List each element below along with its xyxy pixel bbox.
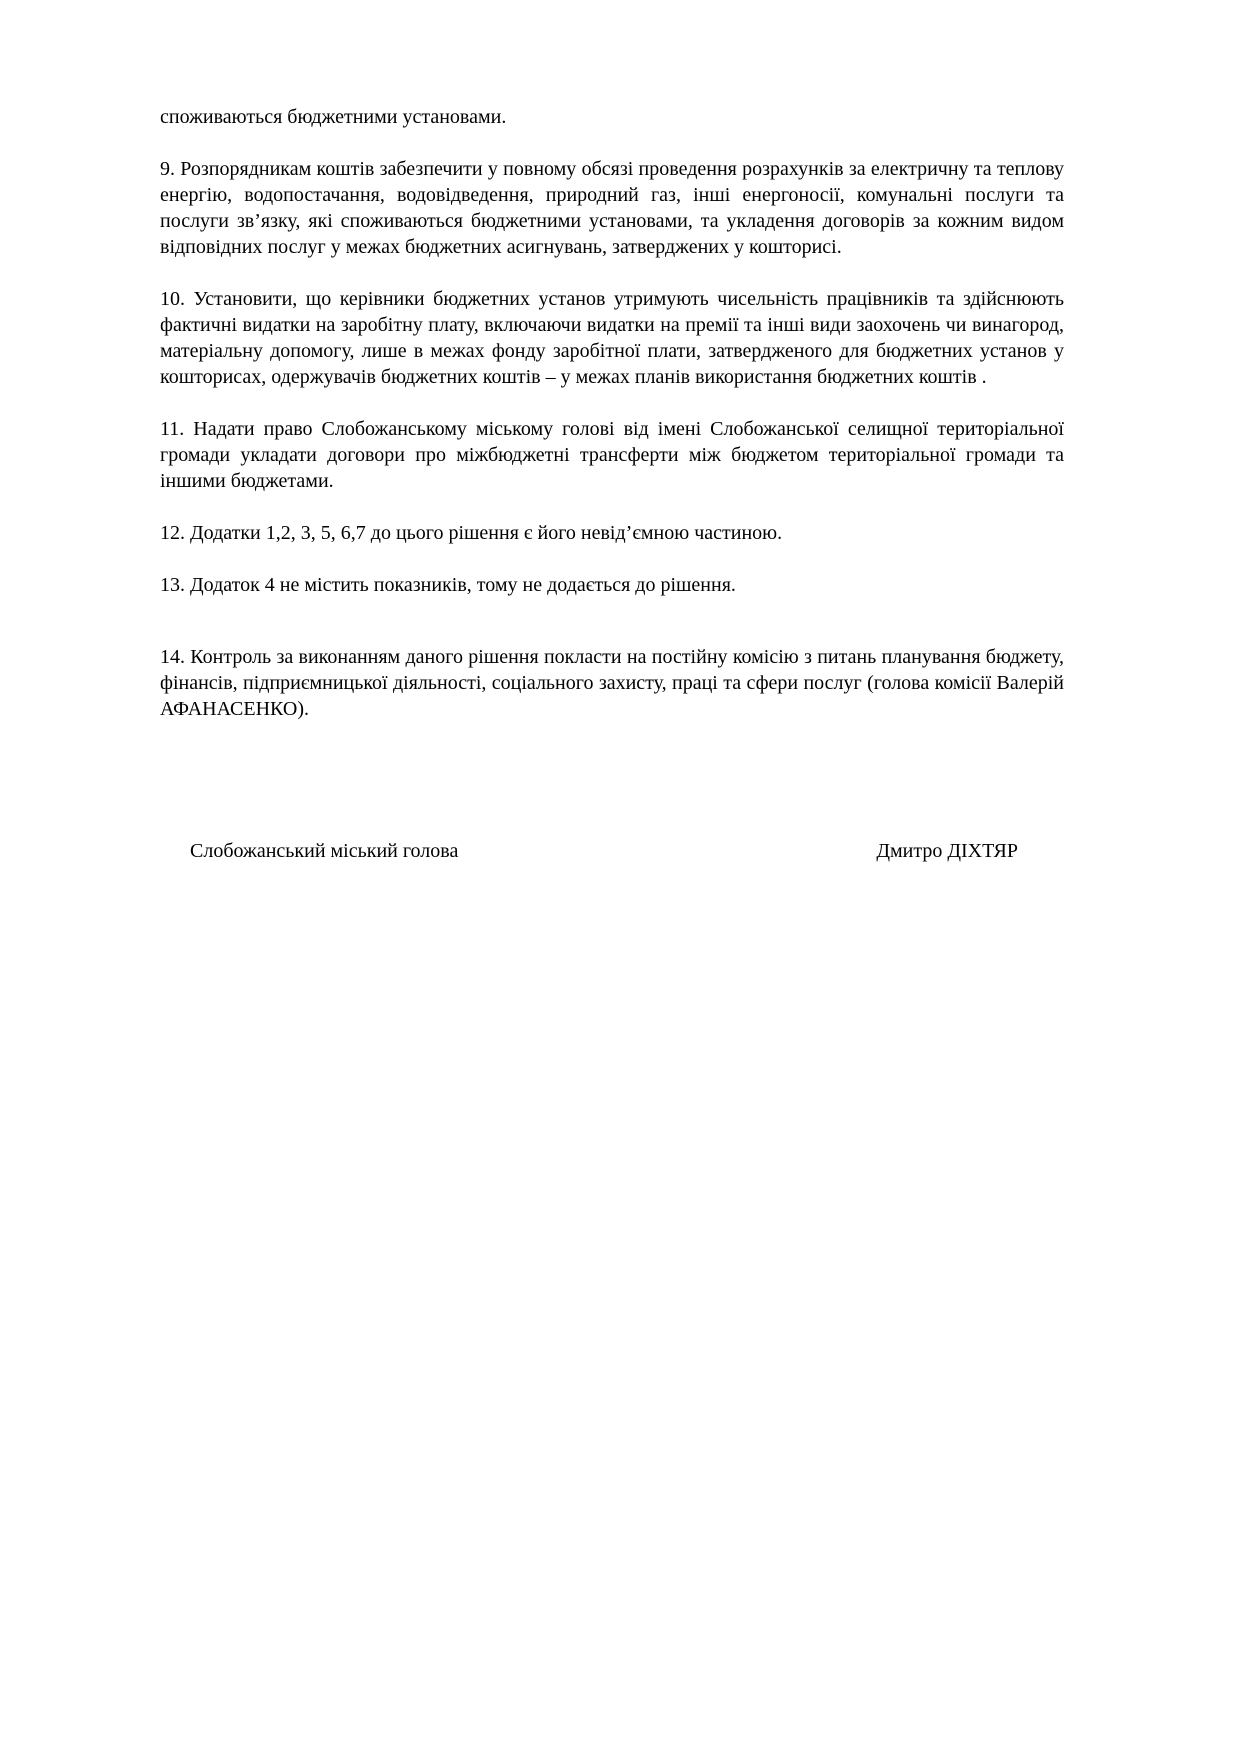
continuation-fragment: споживаються бюджетними установами. bbox=[160, 106, 507, 128]
signature-title: Слобожанський міський голова bbox=[190, 840, 459, 862]
paragraph-10: 10. Установити, що керівники бюджетних установ утримують чисельність працівників та здійснюють фактичні видатки на заробітну плату, включаючи видатки на премії та інші види заохочень чи винагород, матеріальну допомогу, лише в межах фонду заробітної плати, затвердженого для бюджетних установ у кошторисах, одержувачів бюджетних коштів – у межах планів використання бюджетних коштів . bbox=[160, 288, 1064, 388]
signature-name: Дмитро ДІХТЯР bbox=[876, 840, 1018, 862]
paragraph-9: 9. Розпорядникам коштів забезпечити у повному обсязі проведення розрахунків за електричну та теплову енергію, водопостачання, водовідведення, природний газ, інші енергоносії, комунальні послуги та послуги зв’язку, які споживаються бюджетними установами, та укладення договорів за кожним видом відповідних послуг у межах бюджетних асигнувань, затверджених у кошторисі. bbox=[160, 158, 1064, 258]
paragraph-13: 13. Додаток 4 не містить показників, тому не додається до рішення. bbox=[160, 574, 736, 596]
signature-row bbox=[160, 838, 1064, 864]
paragraph-11: 11. Надати право Слобожанському міському голові від імені Слобожанської селищної територіальної громади укладати договори про міжбюджетні трансферти між бюджетом територіальної громади та іншими бюджетами. bbox=[160, 418, 1064, 492]
paragraph-14: 14. Контроль за виконанням даного рішення покласти на постійну комісію з питань планування бюджету, фінансів, підприємницької діяльності, соціального захисту, праці та сфери послуг (голова комісії Валерій АФАНАСЕНКО). bbox=[160, 646, 1064, 720]
paragraph-12: 12. Додатки 1,2, 3, 5, 6,7 до цього рішення є його невід’ємною частиною. bbox=[160, 522, 783, 544]
